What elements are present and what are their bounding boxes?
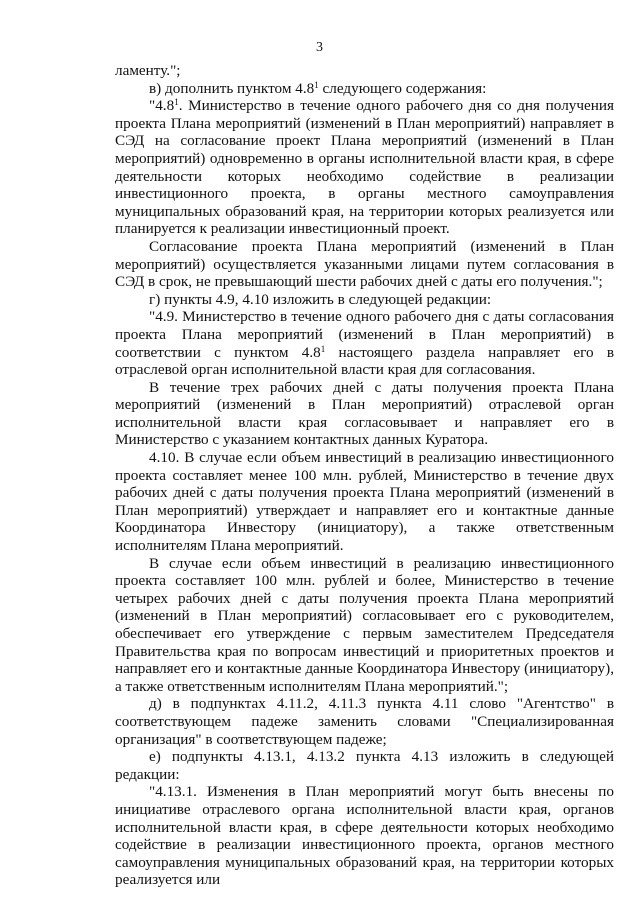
paragraph-text: "4.8 [149,97,175,115]
paragraph-text: д) в подпунктах 4.11.2, 4.11.3 пункта 4.11 слово "Агентство" в соответствующем падеже заменить словами "Специализированная организация" в соответствующем падеже; [115,695,614,748]
paragraph [115,555,614,696]
paragraph [115,748,614,783]
paragraph-text: настоящего раздела направляет его в отраслевой орган исполнительной власти края для согласования. [115,343,615,379]
paragraph-text: г) пункты 4.9, 4.10 изложить в следующей редакции: [149,290,492,308]
paragraph-text: "4.9. Министерство в течение одного рабочего дня с даты согласования проекта Плана мероприятий (изменений в План мероприятий) в соответствии с пунктом 4.8 [115,308,614,361]
page-number: 3 [316,40,323,55]
paragraph [115,449,614,555]
document-body [115,62,614,889]
paragraph-text: Согласование проекта Плана мероприятий (изменений в План мероприятий) осуществляется указанными лицами путем согласования в СЭД в срок, не превышающий шести рабочих дней с даты его получения."; [115,237,614,291]
paragraph-text: е) подпункты 4.13.1, 4.13.2 пункта 4.13 изложить в следующей редакции: [115,748,614,783]
paragraph [115,291,614,309]
paragraph-text: . Министерство в течение одного рабочего дня со дня получения проекта Плана мероприятий (изменений в План мероприятий) направляет в СЭД на согласование проект Плана мероприятий (изменений в План мероприятий) одновременно в органы исполнительной власти края, в сфере деятельности которых необходимо содействие в реализации инвестиционного проекта, в органы местного самоуправления муниципальных образований края, на территории которых реализуется или планируется к реализации инвестиционный проект. [115,97,614,238]
paragraph [115,238,614,291]
paragraph-text: В случае если объем инвестиций в реализацию инвестиционного проекта составляет 100 млн. рублей и более, Министерство в течение четырех рабочих дней с даты получения проекта Плана мероприятий (изменений в План мероприятий) согласовывает его с руководителем, обеспечивает его утверждение с первым заместителем Председателя Правительства края по вопросам инвестиций и приоритетных проектов и направляет его и контактные данные Координатора Инвестору (инициатору), а также ответственным исполнителям Плана мероприятий."; [115,554,615,695]
paragraph [115,695,614,748]
paragraph [115,97,614,238]
superscript-index: 1 [314,79,319,90]
paragraph-text: в) дополнить пунктом 4.8 [149,79,315,97]
paragraph-text: "4.13.1. Изменения в План мероприятий могут быть внесены по инициативе отраслевого органа исполнительной власти края, органов исполнительной власти края, в сфере деятельности которых необходимо содействие в реализации инвестиционного проекта, органов местного самоуправления муниципальных образований края, на территории которых реализуется или [115,783,614,889]
paragraph [115,308,614,378]
paragraph-text: ламенту."; [115,62,181,79]
paragraph [115,62,614,80]
paragraph-text: следующего содержания: [318,79,487,97]
paragraph [115,783,614,889]
superscript-index: 1 [174,97,179,108]
paragraph-text: В течение трех рабочих дней с даты получения проекта Плана мероприятий (изменений в План мероприятий) отраслевой орган исполнительной власти края согласовывает и направляет его в Министерство с указанием контактных данных Куратора. [115,378,614,449]
paragraph [115,379,614,449]
paragraph [115,80,614,98]
paragraph-text: 4.10. В случае если объем инвестиций в реализацию инвестиционного проекта составляет менее 100 млн. рублей, Министерство в течение двух рабочих дней с даты получения проекта Плана мероприятий (изменений в План мероприятий) утверждает и направляет его и контактные данные Координатора Инвестору (инициатору), а также ответственным исполнителям Плана мероприятий. [115,449,614,555]
superscript-index: 1 [320,343,326,354]
